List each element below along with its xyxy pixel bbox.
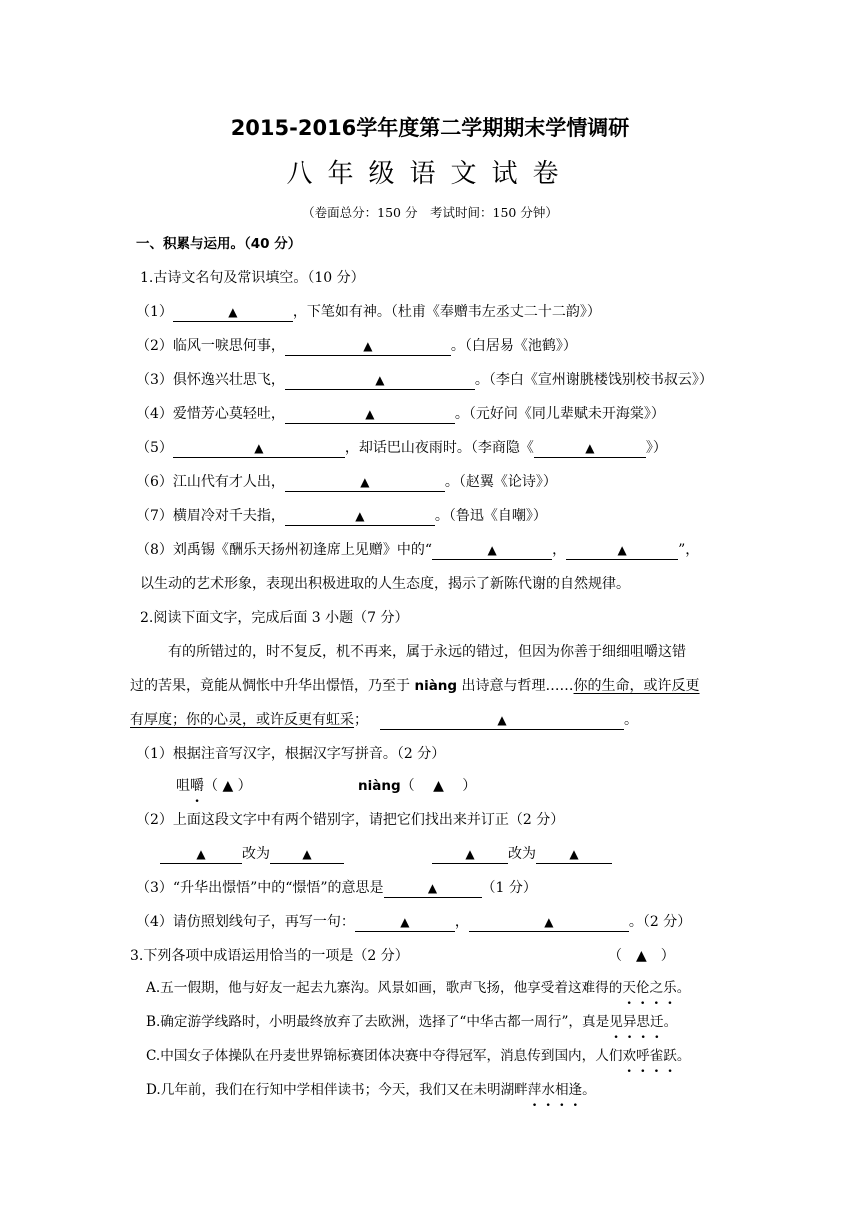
dotted-character: 乐: [663, 980, 677, 996]
dotted-character: 异: [622, 1014, 637, 1030]
question-2-stem: 2.阅读下面文字，完成后面 3 小题（7 分）: [140, 610, 409, 626]
dotted-character: 迁: [650, 1014, 664, 1030]
question-1-stem: 1.古诗文名句及常识填空。（10 分）: [140, 270, 365, 286]
q2-sub1-answer-2: niàng（ ▲ ）: [358, 778, 477, 794]
section-heading: 一、积累与运用。（40 分）: [136, 236, 302, 252]
answer-blank[interactable]: ▲: [285, 372, 475, 390]
q1-item-4: （4）爱惜芳心莫轻吐， ▲ 。（元好问《同儿辈赋未开海棠》）: [136, 406, 665, 422]
exam-meta: （卷面总分：150 分 考试时间：150 分钟）: [302, 205, 558, 220]
answer-blank[interactable]: ▲: [384, 880, 482, 898]
answer-blank[interactable]: ▲: [432, 542, 552, 560]
answer-paren[interactable]: （ ▲ ）: [400, 778, 477, 794]
answer-blank[interactable]: ▲: [285, 338, 451, 356]
option-a[interactable]: A.五一假期，他与好友一起去九寨沟。风景如画，歌声飞扬，他享受着这难得的天伦之乐。: [146, 980, 691, 996]
answer-blank[interactable]: ▲: [534, 440, 646, 458]
dotted-character: 跃: [663, 1048, 677, 1064]
answer-paren[interactable]: （ ▲ ）: [204, 778, 252, 794]
dotted-idiom: [622, 980, 676, 996]
q1-item-8: （8）刘禹锡《酬乐天扬州初逢席上见赠》中的“ ▲ ， ▲ ”，: [136, 542, 700, 558]
dotted-idiom: [528, 1082, 582, 1098]
answer-blank[interactable]: ▲: [536, 846, 612, 864]
answer-blank[interactable]: ▲: [469, 914, 629, 932]
answer-blank[interactable]: ▲: [173, 440, 345, 458]
q1-item-7: （7）横眉冷对千夫指， ▲ 。（鲁迅《自嘲》）: [136, 508, 547, 524]
q2-sub4: （4）请仿照划线句子，再写一句： ▲ ， ▲ 。（2 分）: [136, 914, 692, 930]
underlined-sentence: 你的生命，或许反更: [573, 678, 700, 694]
dotted-character: 萍: [527, 1082, 542, 1098]
option-d[interactable]: D.几年前，我们在行知中学相伴读书；今天，我们又在未明湖畔萍水相逢。: [146, 1082, 596, 1098]
dotted-character: 雀: [649, 1048, 664, 1064]
option-b[interactable]: B.确定游学线路时，小明最终放弃了去欧洲，选择了“中华古都一周行”，真是见异思迁。: [146, 1014, 678, 1030]
dotted-idiom: [609, 1014, 663, 1030]
dotted-character: 水: [541, 1082, 555, 1098]
underlined-sentence: 有厚度；你的心灵，或许反更有虹采: [130, 712, 354, 728]
passage-line: 过的苦果，竟能从惆怅中升华出憬悟，乃至于 niàng 出诗意与哲理……你的生命，或许反更: [130, 678, 700, 694]
q1-item-2: （2）临风一唳思何事， ▲ 。（白居易《池鹤》）: [136, 338, 577, 354]
answer-blank[interactable]: ▲: [380, 712, 624, 730]
passage-line: 有的所错过的，时不复反，机不再来，属于永远的错过，但因为你善于细细咀嚼这错: [168, 644, 686, 660]
exam-subtitle: 八年级语文试卷: [286, 159, 574, 189]
q2-sub3: （3）“升华出憬悟”中的“憬悟”的意思是 ▲ （1 分）: [136, 880, 537, 896]
dotted-character: 伦: [635, 980, 650, 996]
q1-item-5: （5） ▲ ，却话巴山夜雨时。（李商隐《 ▲ 》）: [136, 440, 667, 456]
answer-paren[interactable]: （ ▲ ）: [608, 948, 675, 964]
q2-sub1: （1）根据注音写汉字，根据汉字写拼音。（2 分）: [136, 746, 446, 762]
answer-blank[interactable]: ▲: [432, 846, 508, 864]
dotted-character: 欢: [622, 1048, 637, 1064]
answer-blank[interactable]: ▲: [270, 846, 344, 864]
passage-line: 有厚度；你的心灵，或许反更有虹采； ▲ 。: [130, 712, 638, 728]
answer-blank[interactable]: ▲: [285, 474, 445, 492]
dotted-character: 天: [622, 980, 636, 996]
q2-sub1-answer-1: 咀嚼（ ▲ ）: [176, 778, 252, 794]
q1-item-6: （6）江山代有才人出， ▲ 。（赵翼《论诗》）: [136, 474, 557, 490]
dotted-character: 逢: [568, 1082, 583, 1098]
dotted-character: 见: [609, 1014, 623, 1030]
dotted-idiom: [622, 1048, 676, 1064]
answer-blank[interactable]: ▲: [173, 304, 293, 322]
dotted-character: 思: [636, 1014, 650, 1030]
exam-title: 2015-2016学年度第二学期期末学情调研: [230, 116, 630, 140]
q2-sub2-answer-1: ▲ 改为 ▲: [160, 844, 344, 864]
q1-item-8-continued: 以生动的艺术形象，表现出积极进取的人生态度，揭示了新陈代谢的自然规律。: [140, 576, 630, 592]
q2-sub2-answer-2: ▲ 改为 ▲: [432, 844, 612, 864]
answer-blank[interactable]: ▲: [160, 846, 242, 864]
answer-blank[interactable]: ▲: [285, 406, 455, 424]
answer-blank[interactable]: ▲: [285, 508, 435, 526]
q1-item-1: （1） ▲ ，下笔如有神。（杜甫《奉赠韦左丞丈二十二韵》）: [136, 304, 601, 320]
dotted-character: 呼: [636, 1048, 650, 1064]
question-3-stem: 3.下列各项中成语运用恰当的一项是（2 分）: [130, 948, 409, 964]
q2-sub2: （2）上面这段文字中有两个错别字，请把它们找出来并订正（2 分）: [136, 812, 565, 828]
dotted-character: 相: [554, 1082, 569, 1098]
option-c[interactable]: C.中国女子体操队在丹麦世界锦标赛团体决赛中夺得冠军，消息传到国内，人们欢呼雀跃。: [146, 1048, 691, 1064]
dotted-character: 之: [649, 980, 664, 996]
answer-blank[interactable]: ▲: [355, 914, 455, 932]
q1-item-3: （3）俱怀逸兴壮思飞， ▲ 。（李白《宣州谢朓楼饯别校书叔云》）: [136, 372, 713, 388]
answer-blank[interactable]: ▲: [566, 542, 678, 560]
